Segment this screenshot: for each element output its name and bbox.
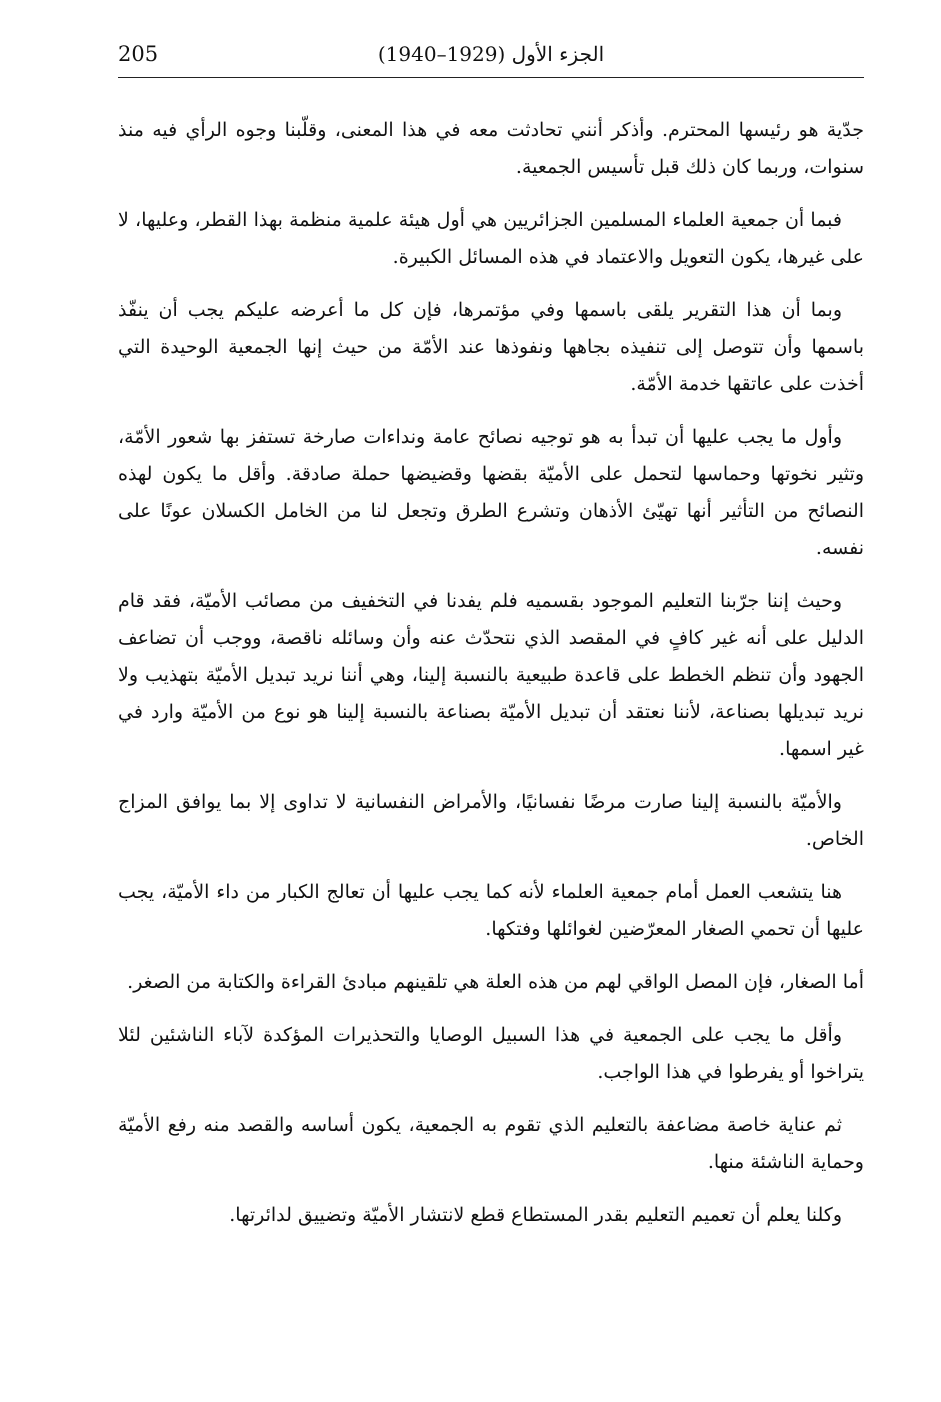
paragraph-1: جدّية هو رئيسها المحترم. وأذكر أنني تحادثت معه في هذا المعنى، وقلّبنا وجوه الرأي فيه منذ سنوات، وربما كان ذلك قبل تأسيس الجمعية. [118, 119, 864, 178]
paragraph-8: أما الصغار، فإن المصل الواقي لهم من هذه العلة هي تلقينهم مبادئ القراءة والكتابة من الصغر. [127, 971, 864, 993]
paragraph-3: وبما أن هذا التقرير يلقى باسمها وفي مؤتمرها، فإن كل ما أعرضه عليكم يجب أن ينفّذ باسمها وأن تتوصل إلى تنفيذه بجاهها ونفوذها عند الأمّة من حيث إنها الجمعية الوحيدة التي أخذت على عاتقها خدمة الأمّة. [118, 299, 864, 395]
running-head: الجزء الأول (1929–1940) [377, 42, 605, 66]
paragraph-2: فبما أن جمعية العلماء المسلمين الجزائريين هي أول هيئة علمية منظمة بهذا القطر، وعليها، لا على غيرها، يكون التعويل والاعتماد في هذه المسائل الكبيرة. [118, 209, 864, 268]
paragraph-9: وأقل ما يجب على الجمعية في هذا السبيل الوصايا والتحذيرات المؤكدة لآباء الناشئين لئلا يتراخوا أو يفرطوا في هذا الواجب. [118, 1024, 864, 1083]
paragraph-4: وأول ما يجب عليها أن تبدأ به هو توجيه نصائح عامة ونداءات صارخة تستفز بها شعور الأمّة، وتثير نخوتها وحماسها لتحمل على الأميّة بقضها وقضيضها حملة صادقة. وأقل ما يكون لهذه النصائح من التأثير أنها تهيّئ الأذهان وتشرع الطرق وتجعل لنا من الخامل الكسلان عونًا على نفسه. [118, 426, 864, 559]
header-divider [118, 77, 864, 78]
paragraph-5: وحيث إننا جرّبنا التعليم الموجود بقسميه فلم يفدنا في التخفيف من مصائب الأميّة، فقد قام الدليل على أنه غير كافٍ في المقصد الذي نتحدّث عنه وأن وسائله ناقصة، ووجب أن تضاعف الجهود وأن تنظم الخطط على قاعدة طبيعية بالنسبة إلينا، وهي أننا نريد تبديل الأميّة بتهذيب ولا نريد تبديلها بصناعة، لأننا نعتقد أن تبديل الأميّة بصناعة بالنسبة إلينا هو نوع من الأميّة وارد في غير اسمها. [118, 590, 864, 760]
paragraph-7: هنا يتشعب العمل أمام جمعية العلماء لأنه كما يجب عليها أن تعالج الكبار من داء الأميّة، يجب عليها أن تحمي الصغار المعرّضين لغوائلها وفتكها. [118, 881, 864, 940]
body-text [118, 112, 864, 1250]
paragraph-10: ثم عناية خاصة مضاعفة بالتعليم الذي تقوم به الجمعية، يكون أساسه والقصد منه رفع الأميّة وحماية الناشئة منها. [118, 1114, 864, 1173]
paragraph-6: والأميّة بالنسبة إلينا صارت مرضًا نفسانيًا، والأمراض النفسانية لا تداوى إلا بما يوافق المزاج الخاص. [118, 791, 864, 850]
page-header [118, 38, 864, 78]
paragraph-11: وكلنا يعلم أن تعميم التعليم بقدر المستطاع قطع لانتشار الأميّة وتضييق لدائرتها. [229, 1204, 842, 1226]
page-number: 205 [118, 42, 159, 66]
